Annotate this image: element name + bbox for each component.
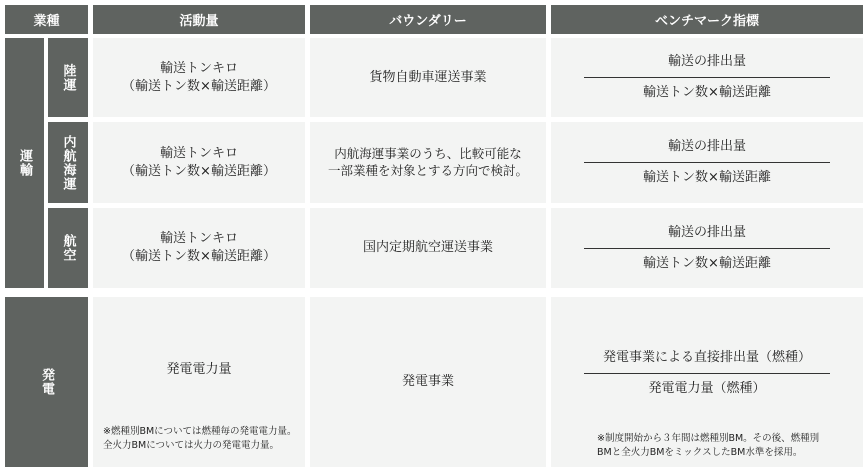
boundary-aviation-text: 国内定期航空運送事業 bbox=[362, 240, 493, 256]
benchmark-power bbox=[551, 297, 863, 467]
benchmark-power-note-line2: BMと全火力BMをミックスしたBM水準を採用。 bbox=[597, 446, 803, 458]
subcategory-coastal-shipping bbox=[48, 122, 88, 203]
benchmark-land-numerator: 輸送の排出量 bbox=[667, 54, 746, 70]
benchmark-power-note bbox=[597, 432, 857, 460]
group-power-label: 発電 bbox=[39, 368, 54, 396]
group-transport bbox=[5, 38, 44, 288]
activity-land-line1: 輸送トンキロ bbox=[159, 60, 238, 76]
activity-coastal-shipping-line2: （輸送トン数×輸送距離） bbox=[122, 163, 276, 179]
activity-aviation bbox=[93, 208, 305, 288]
boundary-power bbox=[310, 297, 546, 467]
boundary-coastal-shipping-line1: 内航海運事業のうち、比較可能な bbox=[334, 145, 522, 161]
benchmark-land-fraction bbox=[584, 53, 830, 101]
header-industry bbox=[5, 5, 88, 34]
activity-land bbox=[93, 38, 305, 117]
benchmark-aviation-fraction bbox=[584, 224, 830, 272]
benchmark-power-numerator: 発電事業による直接排出量（燃種） bbox=[602, 350, 811, 365]
benchmark-coastal-shipping-denominator: 輸送トン数×輸送距離 bbox=[643, 170, 771, 185]
group-power bbox=[5, 297, 88, 467]
benchmark-aviation-denominator: 輸送トン数×輸送距離 bbox=[643, 255, 771, 271]
benchmark-land-denominator: 輸送トン数×輸送距離 bbox=[643, 85, 771, 100]
benchmark-power-note-line1: ※制度開始から３年間は燃種別BM。その後、燃種別 bbox=[597, 433, 820, 444]
header-boundary-label: バウンダリー bbox=[389, 14, 467, 29]
boundary-land-text: 貨物自動車運送事業 bbox=[369, 69, 487, 85]
activity-power-note-line2: 全火力BMについては火力の発電電力量。 bbox=[103, 439, 280, 451]
activity-aviation-line2: （輸送トン数×輸送距離） bbox=[122, 249, 276, 264]
boundary-land bbox=[310, 38, 546, 117]
boundary-coastal-shipping-line2: 一部業種を対象とする方向で検討。 bbox=[327, 162, 528, 178]
benchmark-aviation bbox=[551, 208, 863, 288]
benchmark-land bbox=[551, 38, 863, 117]
activity-power-text: 発電電力量 bbox=[166, 362, 232, 377]
benchmark-coastal-shipping bbox=[551, 122, 863, 203]
benchmark-coastal-shipping-fraction bbox=[584, 138, 830, 186]
activity-aviation-line1: 輸送トンキロ bbox=[159, 231, 238, 247]
benchmark-power-fraction bbox=[551, 349, 863, 397]
header-boundary bbox=[310, 5, 546, 34]
boundary-coastal-shipping bbox=[310, 122, 546, 203]
benchmark-power-denominator: 発電電力量（燃種） bbox=[648, 380, 766, 396]
subcategory-aviation bbox=[48, 208, 88, 288]
header-activity bbox=[93, 5, 305, 34]
boundary-power-text: 発電事業 bbox=[401, 374, 454, 390]
activity-coastal-shipping bbox=[93, 122, 305, 203]
activity-power bbox=[93, 297, 305, 467]
activity-power-note-line1: ※燃種別BMについては燃種毎の発電電力量。 bbox=[103, 426, 297, 437]
header-industry-label: 業種 bbox=[33, 14, 60, 29]
benchmark-coastal-shipping-numerator: 輸送の排出量 bbox=[667, 139, 746, 155]
subcategory-aviation-label: 航空 bbox=[60, 234, 76, 262]
subcategory-land bbox=[48, 38, 88, 117]
benchmark-aviation-numerator: 輸送の排出量 bbox=[667, 224, 746, 240]
subcategory-land-label: 陸運 bbox=[60, 63, 76, 92]
activity-land-line2: （輸送トン数×輸送距離） bbox=[122, 78, 276, 94]
header-activity-label: 活動量 bbox=[179, 14, 219, 29]
header-benchmark bbox=[551, 5, 863, 34]
group-transport-label: 運輸 bbox=[17, 149, 32, 177]
header-benchmark-label: ベンチマーク指標 bbox=[654, 14, 759, 29]
activity-power-note bbox=[103, 425, 303, 453]
subcategory-coastal-shipping-label: 内航海運 bbox=[60, 134, 76, 191]
boundary-aviation bbox=[310, 208, 546, 288]
activity-coastal-shipping-line1: 輸送トンキロ bbox=[159, 145, 238, 161]
